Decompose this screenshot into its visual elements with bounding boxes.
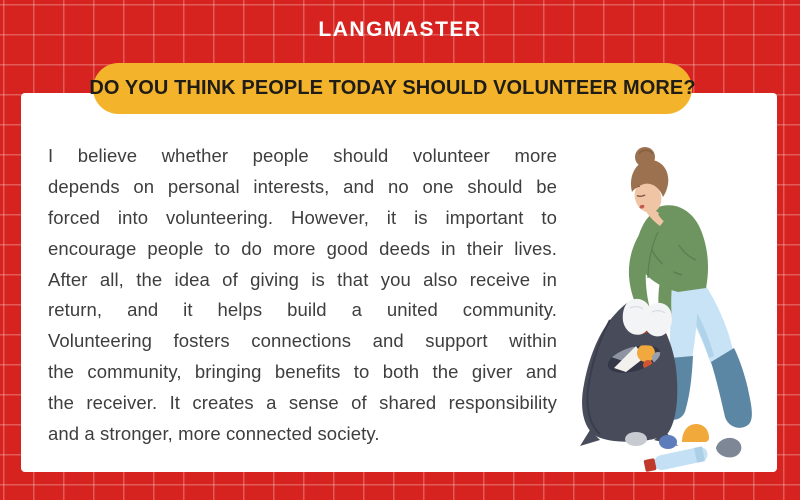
essay-line: depends on personal interests, and no one should be	[48, 175, 557, 197]
essay-line: After all, the idea of giving is that you also receive in	[48, 268, 557, 290]
essay-line: encourage people to do more good deeds in their lives.	[48, 237, 557, 259]
essay-line: return, and it helps build a united community.	[48, 299, 557, 321]
essay-line: the community, bringing benefits to both the giver and	[48, 361, 557, 383]
essay-text	[48, 141, 557, 450]
essay-line: I believe whether people should volunteer more	[48, 145, 557, 166]
gloves	[623, 299, 672, 337]
essay-line: and a stronger, more connected society.	[48, 423, 380, 445]
essay-line: the receiver. It creates a sense of shared responsibility	[48, 392, 557, 414]
essay-line: Volunteering fosters connections and support within	[48, 330, 557, 352]
plastic-bottle	[643, 446, 709, 472]
question-banner-text: DO YOU THINK PEOPLE TODAY SHOULD VOLUNTEER MORE?	[89, 77, 696, 99]
volunteer-illustration	[578, 140, 778, 472]
head	[630, 147, 678, 226]
brand-logo: LANGMASTER	[318, 18, 482, 41]
essay-line: forced into volunteering. However, it is important to	[48, 206, 557, 228]
question-banner	[89, 63, 696, 114]
